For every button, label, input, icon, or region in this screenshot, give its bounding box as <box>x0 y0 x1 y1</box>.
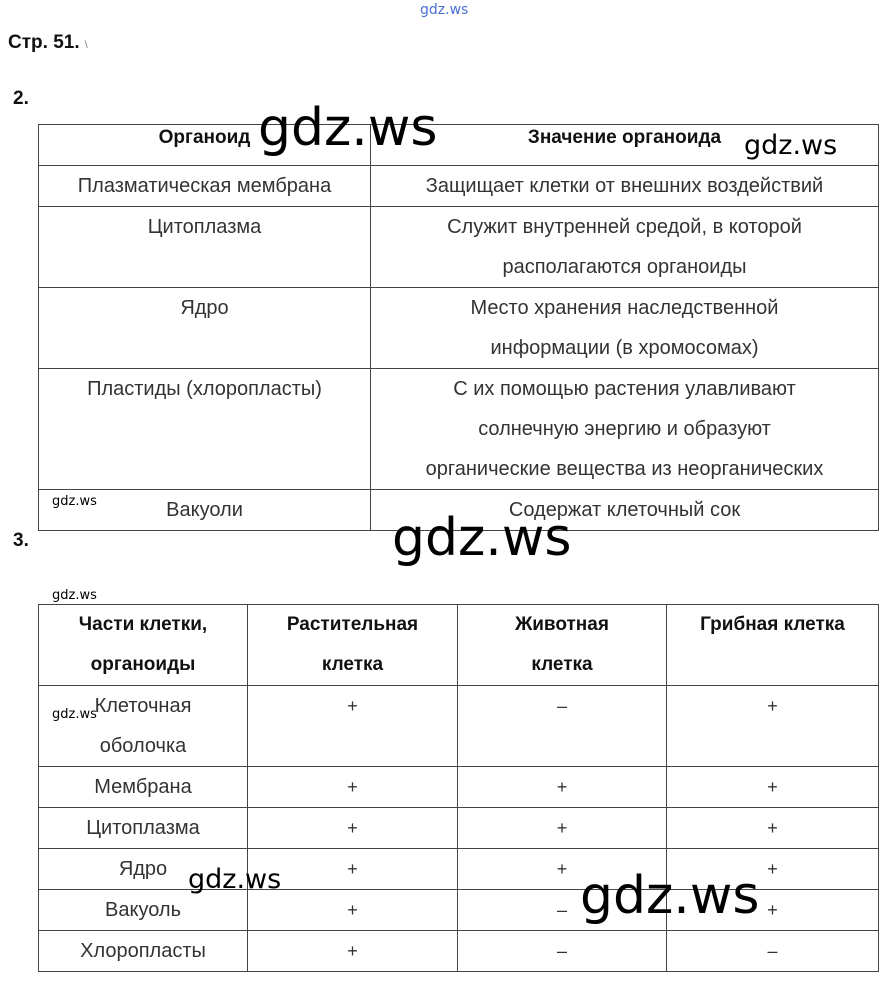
watermark-small: gdz.ws <box>52 588 97 603</box>
watermark-large: gdz.ws <box>258 98 438 158</box>
watermark-top: gdz.ws <box>420 2 469 18</box>
page-title-text: Стр. 51. <box>8 32 80 53</box>
header-line: клетка <box>531 654 593 675</box>
meaning-line: Содержат клеточный сок <box>508 499 741 521</box>
fungus-mark: + <box>667 686 879 767</box>
header-meaning: Значение органоида <box>371 125 879 166</box>
part-cell <box>39 808 248 849</box>
table-row <box>39 686 879 767</box>
meaning-line: информации (в хромосомах) <box>490 337 759 359</box>
plant-mark: + <box>248 849 458 890</box>
part-line: Клеточная <box>94 695 192 717</box>
plant-mark: + <box>248 890 458 931</box>
table-row <box>39 288 879 369</box>
header-line: Животная <box>515 614 609 635</box>
plant-mark: + <box>248 931 458 972</box>
organoid-cell: Вакуоли <box>39 490 371 531</box>
tick-mark: \ <box>84 40 88 51</box>
meaning-line: Защищает клетки от внешних воздействий <box>425 175 824 197</box>
meaning-cell <box>371 288 879 369</box>
organoid-cell: Плазматическая мембрана <box>39 166 371 207</box>
fungus-mark: – <box>667 931 879 972</box>
meaning-line: С их помощью растения улавливают <box>453 378 796 400</box>
meaning-line: Место хранения наследственной <box>470 297 779 319</box>
meaning-line: органические вещества из неорганических <box>425 458 824 480</box>
header-organoid: Органоид <box>39 125 371 166</box>
part-cell <box>39 686 248 767</box>
table-row <box>39 166 879 207</box>
table-row <box>39 369 879 490</box>
part-line: Хлоропласты <box>80 940 206 962</box>
table-row <box>39 207 879 288</box>
organoid-cell: Цитоплазма <box>39 207 371 288</box>
part-line: Вакуоль <box>105 899 181 921</box>
meaning-line: Служит внутренней средой, в которой <box>447 216 802 238</box>
watermark-large: gdz.ws <box>392 508 572 568</box>
fungus-mark: + <box>667 890 879 931</box>
animal-mark: – <box>458 890 667 931</box>
header-line: Части клетки, <box>78 614 208 635</box>
animal-mark: – <box>458 686 667 767</box>
header-line: Грибная клетка <box>700 614 845 635</box>
animal-mark: + <box>458 767 667 808</box>
watermark-small: gdz.ws <box>52 494 97 509</box>
meaning-line: располагаются органоиды <box>502 256 747 278</box>
meaning-cell <box>371 369 879 490</box>
header-line: органоиды <box>90 654 196 675</box>
header-cell-parts <box>39 605 248 686</box>
meaning-line: солнечную энергию и образуют <box>478 418 771 440</box>
header-fungus-cell <box>667 605 879 686</box>
animal-mark: – <box>458 931 667 972</box>
table-header-row <box>39 605 879 686</box>
table-row <box>39 808 879 849</box>
part-line: Мембрана <box>94 776 192 798</box>
part-line: оболочка <box>99 735 187 757</box>
task-3-number: 3. <box>13 530 29 551</box>
plant-mark: + <box>248 686 458 767</box>
page-title <box>8 32 88 54</box>
watermark-large: gdz.ws <box>580 866 760 926</box>
header-plant-cell <box>248 605 458 686</box>
part-line: Цитоплазма <box>86 817 200 839</box>
organoids-table <box>38 124 879 531</box>
watermark-small: gdz.ws <box>52 707 97 722</box>
organoid-cell: Ядро <box>39 288 371 369</box>
fungus-mark: + <box>667 849 879 890</box>
plant-mark: + <box>248 808 458 849</box>
task-2-number: 2. <box>13 88 29 109</box>
part-cell <box>39 767 248 808</box>
header-animal-cell <box>458 605 667 686</box>
header-line: клетка <box>321 654 384 675</box>
watermark-medium: gdz.ws <box>188 864 282 895</box>
fungus-mark: + <box>667 767 879 808</box>
meaning-cell <box>371 166 879 207</box>
table-row <box>39 767 879 808</box>
part-cell <box>39 931 248 972</box>
animal-mark: + <box>458 808 667 849</box>
meaning-cell <box>371 207 879 288</box>
part-cell <box>39 890 248 931</box>
fungus-mark: + <box>667 808 879 849</box>
part-line: Ядро <box>118 858 168 880</box>
organoid-cell: Пластиды (хлоропласты) <box>39 369 371 490</box>
animal-mark: + <box>458 849 667 890</box>
table-row <box>39 931 879 972</box>
plant-mark: + <box>248 767 458 808</box>
watermark-medium: gdz.ws <box>744 130 838 161</box>
header-line: Растительная <box>286 614 419 635</box>
